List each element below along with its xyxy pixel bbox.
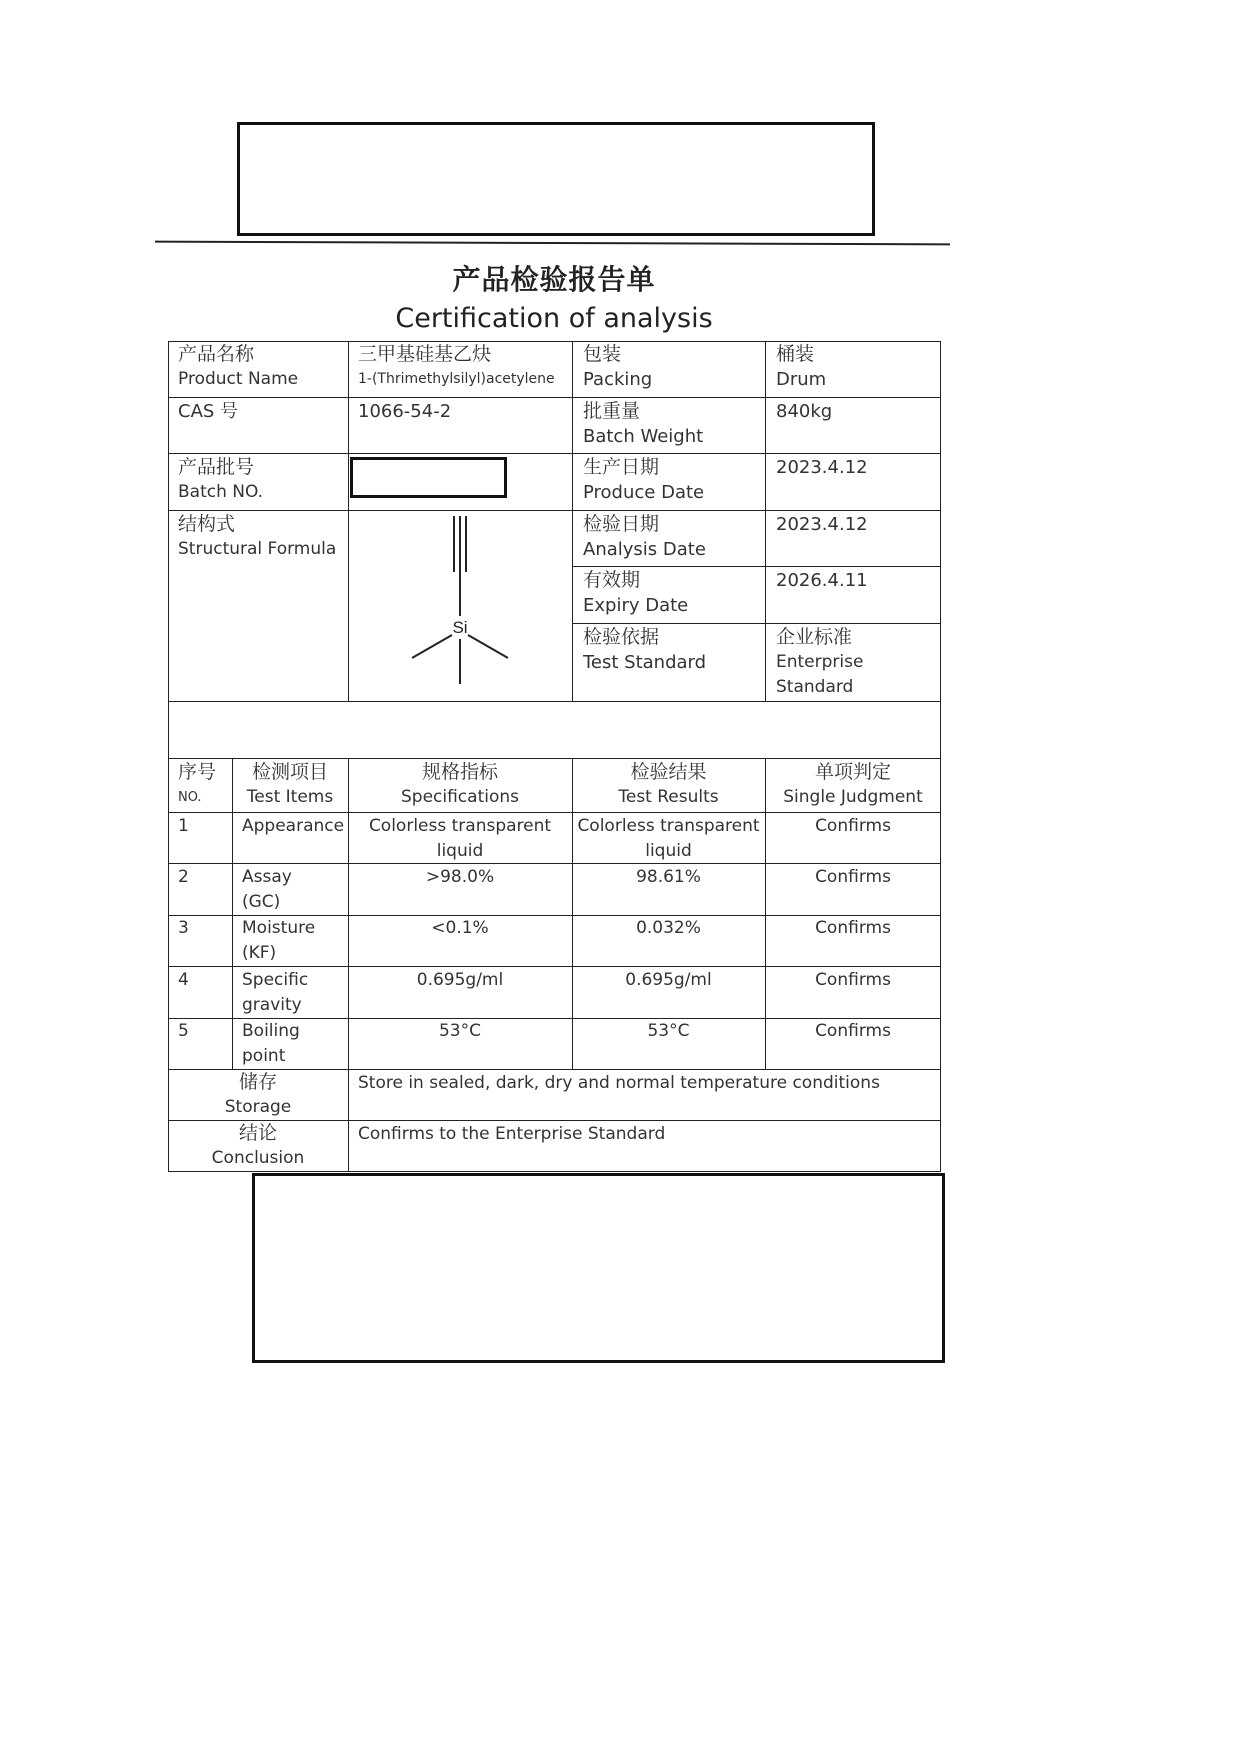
header-no: 序号 NO. xyxy=(178,761,217,805)
row-result: Colorless transparent liquid xyxy=(577,816,760,861)
batch-weight-label: 批重量 Batch Weight xyxy=(583,400,704,447)
produce-date-value: 2023.4.12 xyxy=(776,457,868,478)
cas-label: CAS 号 xyxy=(178,401,239,422)
row-no: 3 xyxy=(178,918,189,938)
row-judgment: Confirms xyxy=(815,970,891,990)
row-result: 53°C xyxy=(647,1021,690,1041)
expiry-date-value: 2026.4.11 xyxy=(776,570,868,591)
row-result: 0.695g/ml xyxy=(625,970,712,990)
analysis-date-label: 检验日期 Analysis Date xyxy=(583,513,706,560)
batch-weight-value: 840kg xyxy=(776,401,833,422)
packing-value: 桶装 Drum xyxy=(776,343,827,390)
conclusion-value: Confirms to the Enterprise Standard xyxy=(358,1124,666,1144)
structural-formula-label: 结构式 Structural Formula xyxy=(178,513,337,559)
produce-date-label: 生产日期 Produce Date xyxy=(583,456,705,503)
row-spec: 0.695g/ml xyxy=(416,970,504,990)
page-title-en: Certification of analysis xyxy=(395,303,713,334)
row-no: 1 xyxy=(178,816,189,836)
structural-formula-image xyxy=(400,512,520,692)
product-name-value: 三甲基硅基乙炔 1-(Thrimethylsilyl)acetylene xyxy=(358,343,555,387)
page-title-cn: 产品检验报告单 xyxy=(452,263,656,296)
batch-no-redacted xyxy=(350,457,507,498)
row-spec: <0.1% xyxy=(431,918,489,938)
row-judgment: Confirms xyxy=(815,918,891,938)
row-judgment: Confirms xyxy=(815,867,891,887)
redacted-header-block xyxy=(237,122,875,236)
row-judgment: Confirms xyxy=(815,816,891,836)
conclusion-label: 结论 Conclusion xyxy=(211,1122,305,1168)
row-spec: 53°C xyxy=(438,1021,481,1041)
row-item: Assay (GC) xyxy=(242,867,292,912)
test-standard-label: 检验依据 Test Standard xyxy=(583,626,707,673)
test-standard-value: 企业标准 Enterprise Standard xyxy=(776,626,864,697)
silicon-atom-label: Si xyxy=(452,618,468,637)
header-test-results: 检验结果 Test Results xyxy=(618,761,719,807)
header-specifications: 规格指标 Specifications xyxy=(400,761,519,807)
analysis-date-value: 2023.4.12 xyxy=(776,514,868,535)
row-item: Appearance xyxy=(242,816,345,836)
row-result: 0.032% xyxy=(636,918,701,938)
header-test-items: 检测项目 Test Items xyxy=(246,761,334,807)
batch-no-label: 产品批号 Batch NO. xyxy=(178,456,264,502)
header-rule xyxy=(155,241,950,246)
row-item: Moisture (KF) xyxy=(242,918,316,963)
redacted-signature-block xyxy=(252,1173,945,1363)
product-name-label: 产品名称 Product Name xyxy=(178,343,299,389)
storage-label: 储存 Storage xyxy=(224,1071,292,1117)
row-no: 4 xyxy=(178,970,189,990)
packing-label: 包装 Packing xyxy=(583,343,653,390)
expiry-date-label: 有效期 Expiry Date xyxy=(583,569,689,616)
header-single-judgment: 单项判定 Single Judgment xyxy=(783,761,923,807)
row-no: 5 xyxy=(178,1021,189,1041)
row-spec: Colorless transparent liquid xyxy=(368,816,552,861)
row-judgment: Confirms xyxy=(815,1021,891,1041)
row-item: Boiling point xyxy=(242,1021,300,1066)
storage-value: Store in sealed, dark, dry and normal temperature conditions xyxy=(358,1073,880,1093)
row-no: 2 xyxy=(178,867,189,887)
row-result: 98.61% xyxy=(636,867,701,887)
row-item: Specific gravity xyxy=(242,970,309,1015)
cas-value: 1066-54-2 xyxy=(358,401,452,422)
row-spec: >98.0% xyxy=(425,867,495,887)
